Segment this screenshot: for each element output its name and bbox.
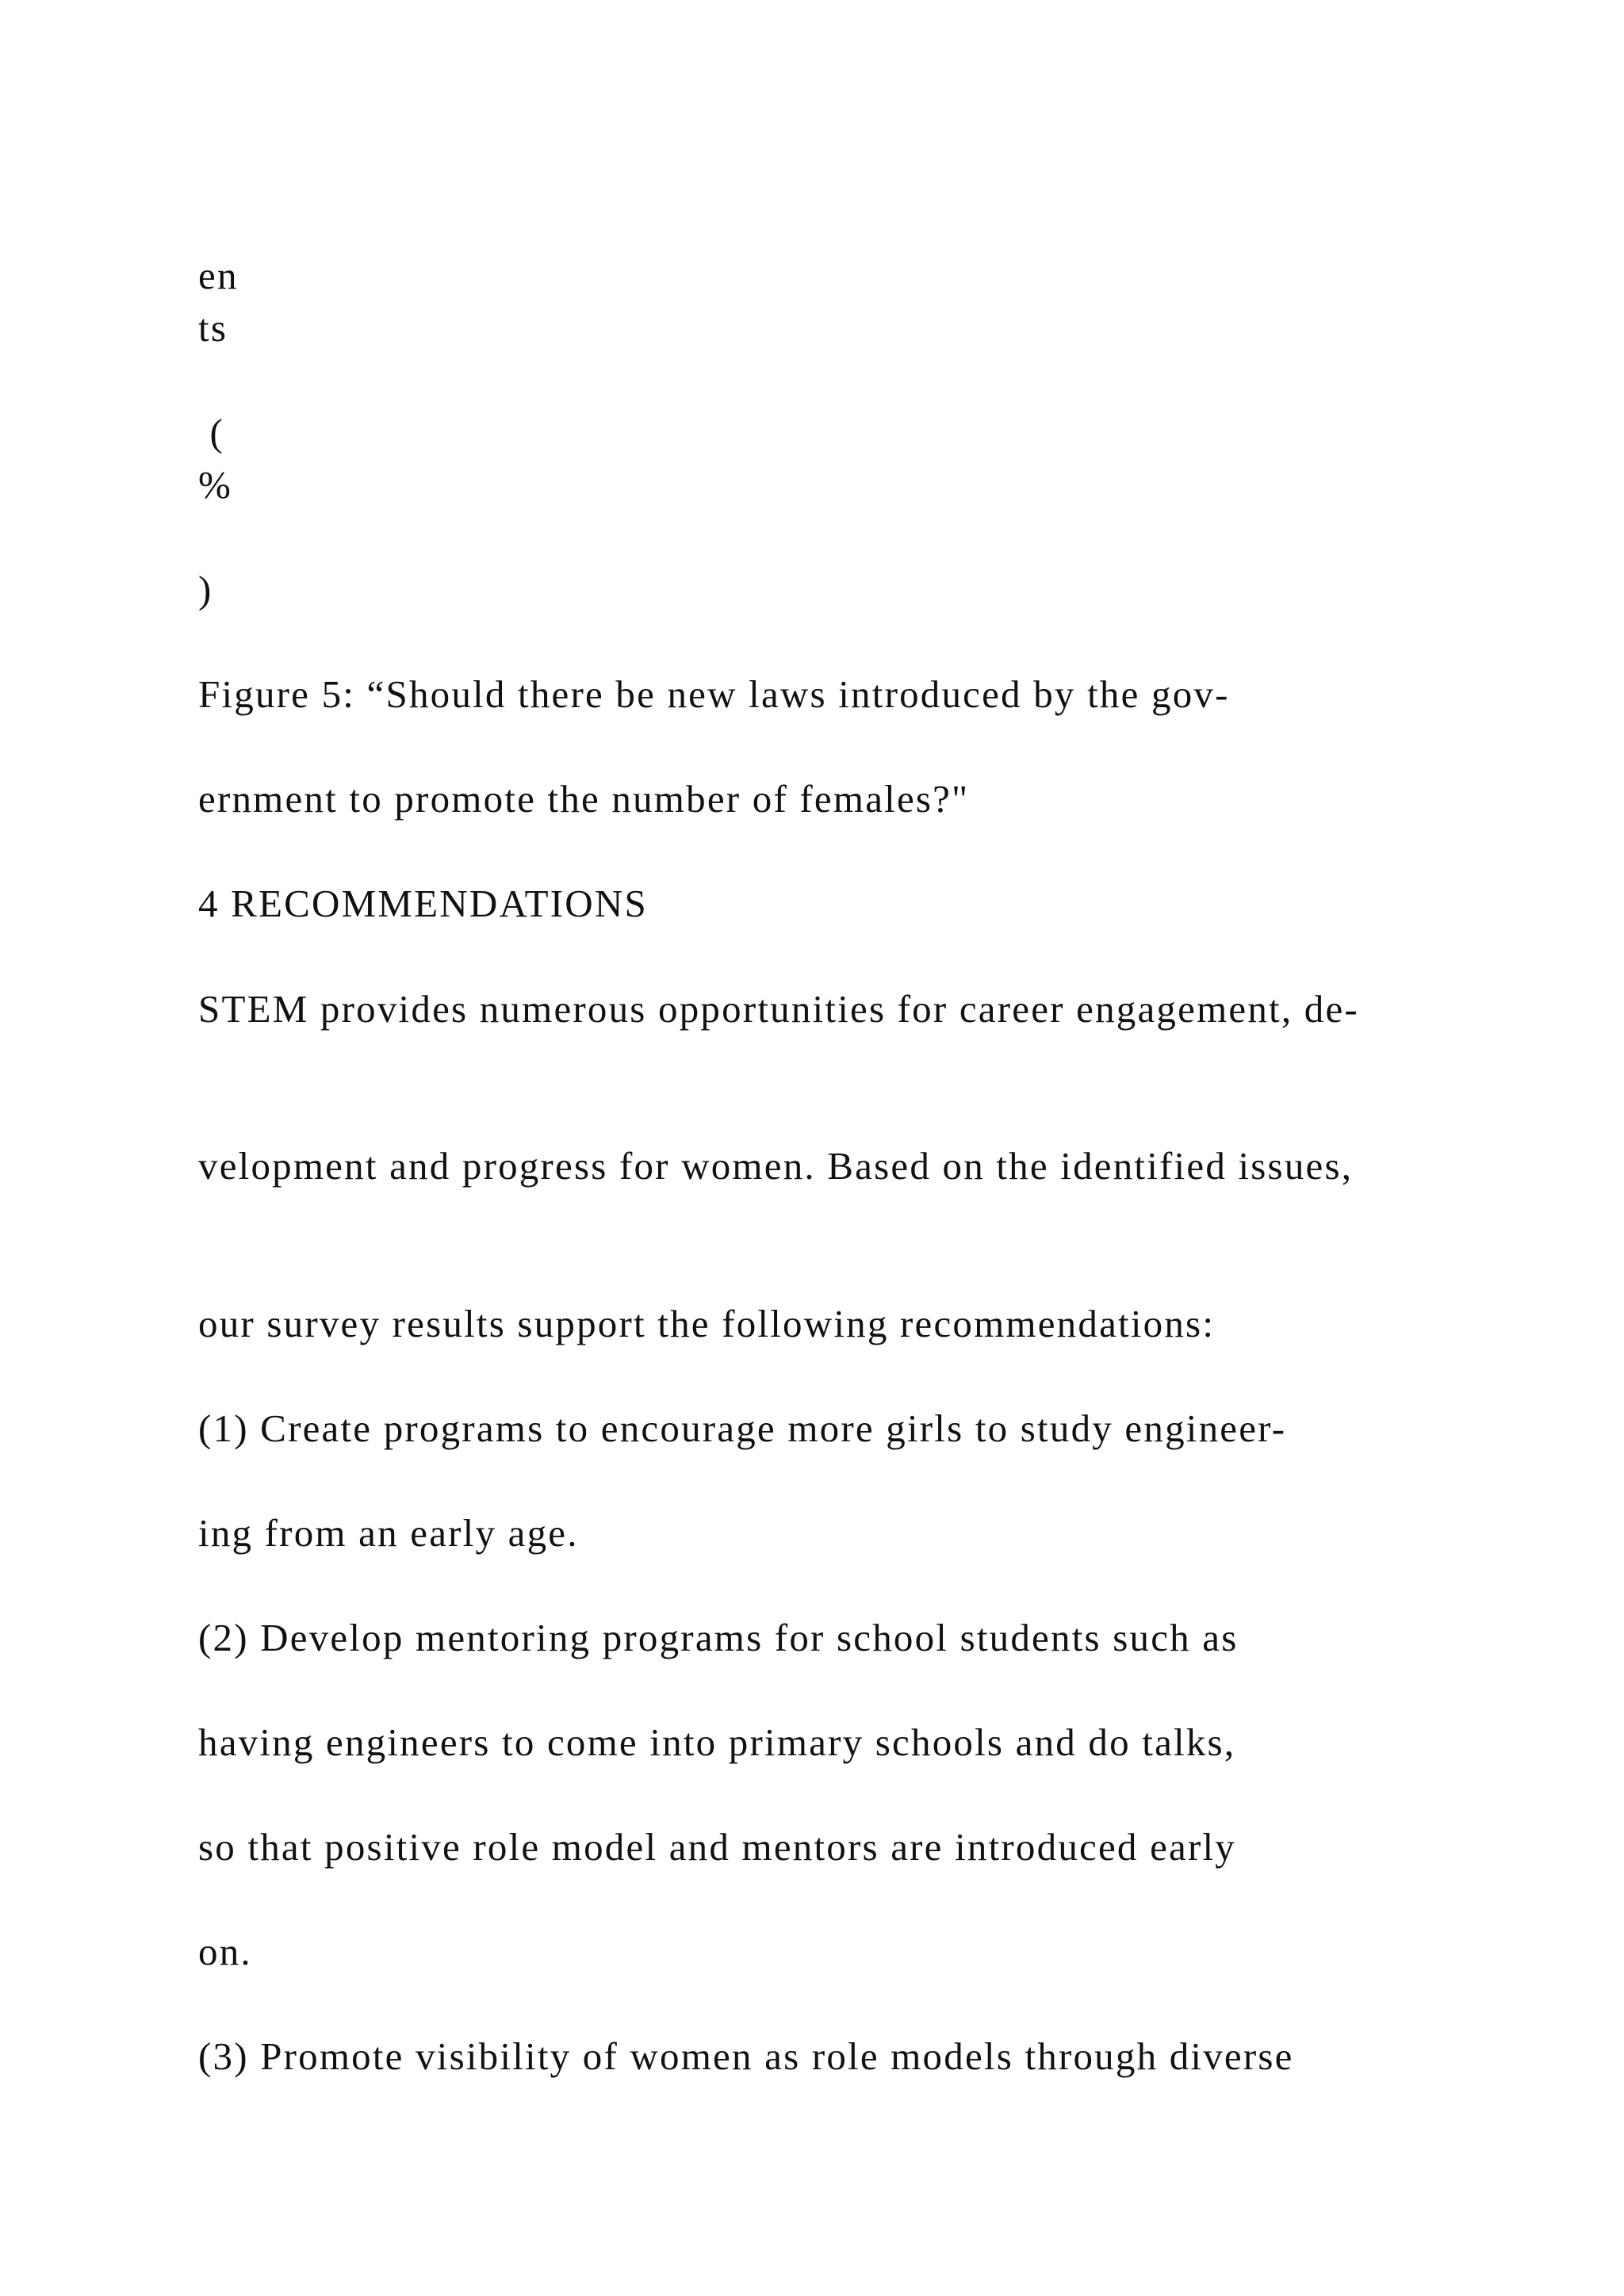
figure-caption-line-1: Figure 5: “Should there be new laws introduced by the gov- bbox=[198, 672, 1230, 716]
figure-caption-line-2: ernment to promote the number of females?" bbox=[198, 777, 970, 821]
recommendation-2-line-3: so that positive role model and mentors are introduced early bbox=[198, 1825, 1237, 1869]
axis-fragment-ts: ts bbox=[198, 306, 228, 350]
recommendation-2-line-1: (2) Develop mentoring programs for school students such as bbox=[198, 1616, 1239, 1659]
recommendation-1-line-1: (1) Create programs to encourage more girls to study engineer- bbox=[198, 1406, 1287, 1450]
recommendation-1-line-2: ing from an early age. bbox=[198, 1511, 579, 1555]
paragraph-line-2: velopment and progress for women. Based on the identified issues, bbox=[198, 1144, 1354, 1188]
axis-fragment-percent: % bbox=[198, 463, 233, 507]
recommendation-3-line-1: (3) Promote visibility of women as role models through diverse bbox=[198, 2034, 1294, 2078]
axis-fragment-en: en bbox=[198, 254, 239, 297]
recommendation-2-line-4: on. bbox=[198, 1930, 252, 1973]
axis-fragment-open-paren: ( bbox=[198, 411, 224, 454]
paragraph-line-3: our survey results support the following recommendations: bbox=[198, 1302, 1216, 1345]
recommendation-2-line-2: having engineers to come into primary schools and do talks, bbox=[198, 1720, 1236, 1764]
paragraph-line-1: STEM provides numerous opportunities for career engagement, de- bbox=[198, 987, 1359, 1031]
axis-fragment-close-paren: ) bbox=[198, 568, 213, 611]
section-heading: 4 RECOMMENDATIONS bbox=[198, 882, 648, 925]
